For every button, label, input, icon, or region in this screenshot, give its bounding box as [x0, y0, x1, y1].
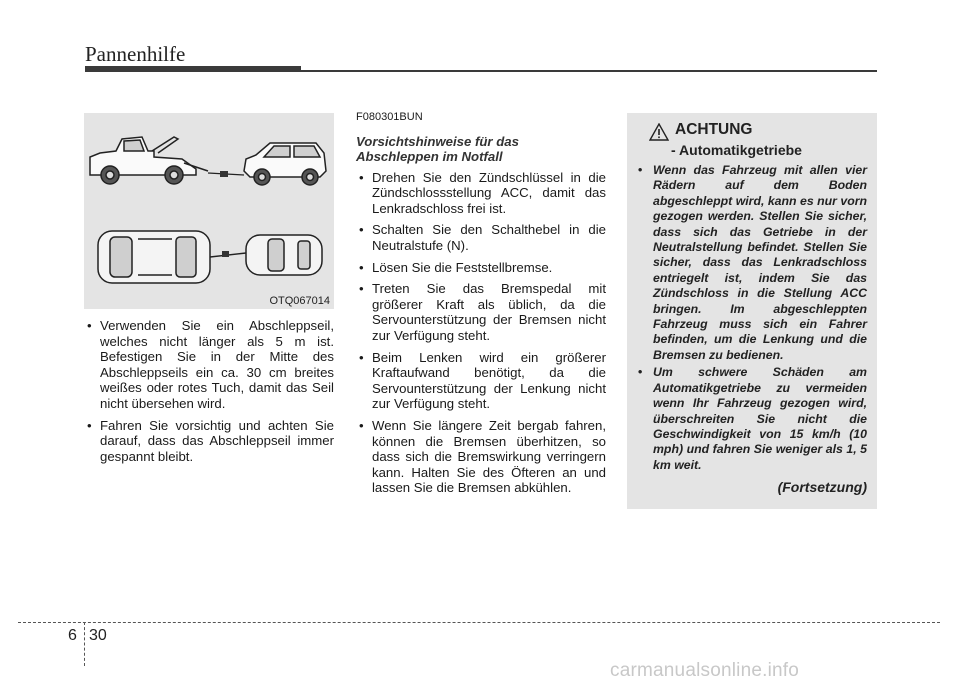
- list-item: • Lösen Sie die Feststellbremse.: [356, 260, 606, 276]
- towing-illustration: [84, 113, 334, 309]
- section-heading: [356, 134, 606, 164]
- chapter-number: 6: [68, 627, 77, 644]
- section-heading-line: Vorsichtshinweise für das: [356, 133, 519, 149]
- warning-triangle-icon: [649, 123, 669, 141]
- towed-car-top: [246, 235, 322, 275]
- warning-subtitle: - Automatikgetriebe: [671, 142, 802, 158]
- left-bullet-list: [84, 318, 334, 464]
- left-column: [84, 318, 334, 470]
- list-item: • Um schwere Schäden am Automatikgetriebe zu vermeiden wenn Ihr Fahrzeug gezogen wird, überschreiten Sie nicht die Geschwindigkeit von 15 km/h (10 mph) und fahren Sie weniger als 1, 5 km weit.: [637, 365, 867, 473]
- list-item: • Wenn das Fahrzeug mit allen vier Rädern auf dem Boden abgeschleppt wird, kann es nur vorn gezogen werden. Stellen Sie sicher, dass sich das Getriebe in der Neutralstellung befindet. Stellen Sie sicher, dass das Lenkradschloss entriegelt ist, indem Sie das Zündschloss in die Stellung ACC bringen. Im abgeschleppten Fahrzeug muss sich ein Fahrer befinden, um die Lenkung und die Bremsen zu bedienen.: [637, 163, 867, 363]
- list-item: • Fahren Sie vorsichtig und achten Sie darauf, dass das Abschleppseil immer gespannt bleibt.: [84, 418, 334, 465]
- continuation-note: (Fortsetzung): [777, 479, 867, 496]
- warning-header: [637, 121, 867, 141]
- list-item: • Verwenden Sie ein Abschleppseil, welches nicht länger als 5 m ist. Befestigen Sie in der Mitte des Abschleppseils ein ca. 30 cm breites weißes oder rotes Tuch, damit das Seil nicht übersehen wird.: [84, 318, 334, 412]
- list-item: • Wenn Sie längere Zeit bergab fahren, können die Bremsen überhitzen, so dass sich die Bremswirkung verringern kann. Halten Sie des Öfteren an und lassen Sie die Bremsen abkühlen.: [356, 418, 606, 496]
- warning-box: [627, 113, 877, 509]
- tow-van-top: [98, 231, 210, 283]
- page-number: 30: [89, 627, 107, 644]
- list-item: • Schalten Sie den Schalthebel in die Neutralstufe (N).: [356, 222, 606, 253]
- section-code: F080301BUN: [356, 111, 423, 123]
- tow-rope-marker: [220, 171, 228, 177]
- towed-van-side: [244, 143, 326, 185]
- towing-diagram: [84, 113, 334, 309]
- figure-code: OTQ067014: [269, 295, 330, 307]
- warning-list: [637, 163, 867, 473]
- footer-rule: [18, 622, 940, 623]
- watermark: carmanualsonline.info: [610, 660, 800, 681]
- warning-title: ACHTUNG: [675, 121, 753, 138]
- section-heading-line: Abschleppen im Notfall: [356, 148, 503, 164]
- list-item: • Drehen Sie den Zündschlüssel in die Zündschlossstellung ACC, damit das Lenkradschloss frei ist.: [356, 170, 606, 217]
- list-item: • Treten Sie das Bremspedal mit größerer Kraft als üblich, da die Servounterstützung der Bremsen nicht zur Verfügung steht.: [356, 281, 606, 343]
- tow-rope-marker-top: [222, 251, 229, 257]
- header-rule: [85, 70, 877, 72]
- footer-divider: [84, 622, 85, 666]
- list-item: • Beim Lenken wird ein größerer Kraftaufwand benötigt, da die Servounterstützung der Lenkung nicht zur Verfügung steht.: [356, 350, 606, 412]
- emergency-towing-list: [356, 170, 606, 496]
- middle-column: [356, 110, 606, 502]
- page-header-title: Pannenhilfe: [85, 42, 186, 66]
